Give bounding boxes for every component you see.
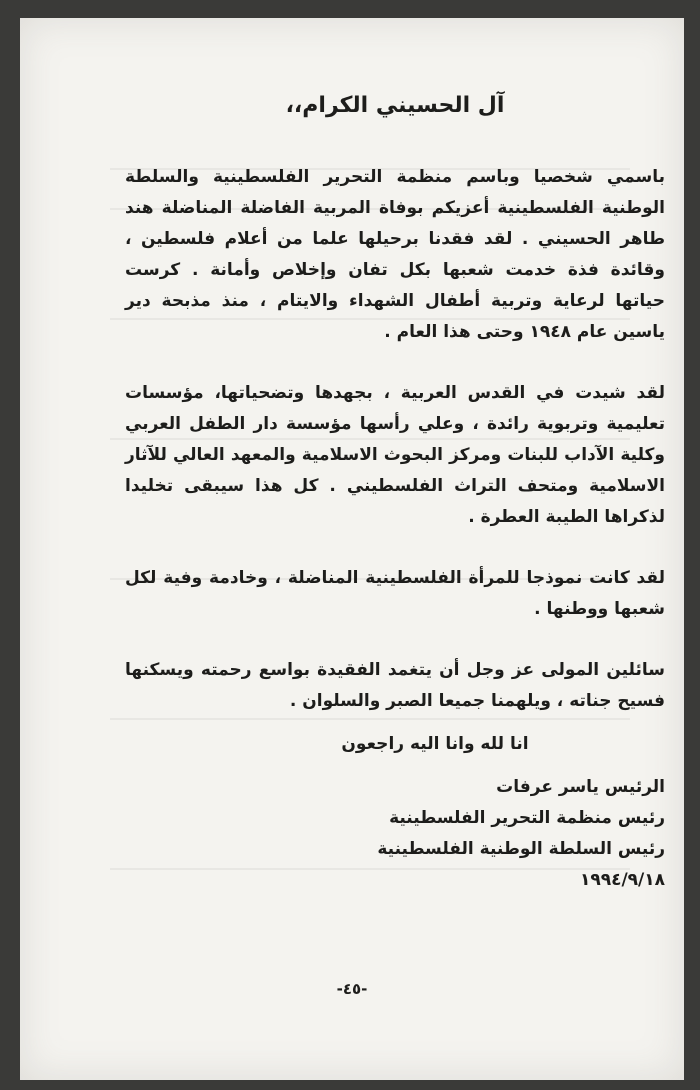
signatory-title-pna: رئيس السلطة الوطنية الفلسطينية — [377, 839, 665, 859]
paragraph-model: لقد كانت نموذجا للمرأة الفلسطينية المناضلة ، وخادمة وفية لكل شعبها ووطنها . — [125, 568, 665, 619]
paragraph-prayer: سائلين المولى عز وجل أن يتغمد الفقيدة بواسع رحمته ويسكنها فسيح جناته ، ويلهمنا جميعا الصبر والسلوان . — [125, 660, 665, 711]
signatory-name: الرئيس ياسر عرفات — [496, 777, 665, 797]
letter-date: ١٩٩٤/٩/١٨ — [579, 870, 665, 890]
letter-body — [125, 90, 665, 896]
signatory-title-plo: رئيس منظمة التحرير الفلسطينية — [389, 808, 665, 828]
page-number: -٤٥- — [336, 980, 368, 998]
signature-block — [125, 772, 665, 896]
paragraph-condolence: باسمي شخصيا وباسم منظمة التحرير الفلسطينية والسلطة الوطنية الفلسطينية أعزيكم بوفاة المربية الفاضلة المناضلة هند طاهر الحسيني . لقد فقدنا برحيلها علما من أعلام فلسطين ، وقائدة فذة خدمت شعبها بكل تفان وإخلاص وأمانة . كرست حياتها لرعاية وتربية أطفال الشهداء والايتام ، منذ مذبحة دير ياسين عام ١٩٤٨ وحتى هذا العام . — [125, 167, 665, 342]
document-page — [20, 18, 684, 1080]
closing-verse: انا لله وانا اليه راجعون — [341, 734, 529, 754]
letter-salutation: آل الحسيني الكرام،، — [285, 93, 505, 118]
paragraph-institutions: لقد شيدت في القدس العربية ، بجهدها وتضحياتها، مؤسسات تعليمية وتربوية رائدة ، وعلي رأسها مؤسسة دار الطفل العربي وكلية الآداب للبنات ومركز البحوث الاسلامية والمعهد العالي للآثار الاسلامية ومتحف التراث الفلسطيني . كل هذا سيبقى تخليدا لذكراها الطيبة العطرة . — [125, 383, 665, 527]
